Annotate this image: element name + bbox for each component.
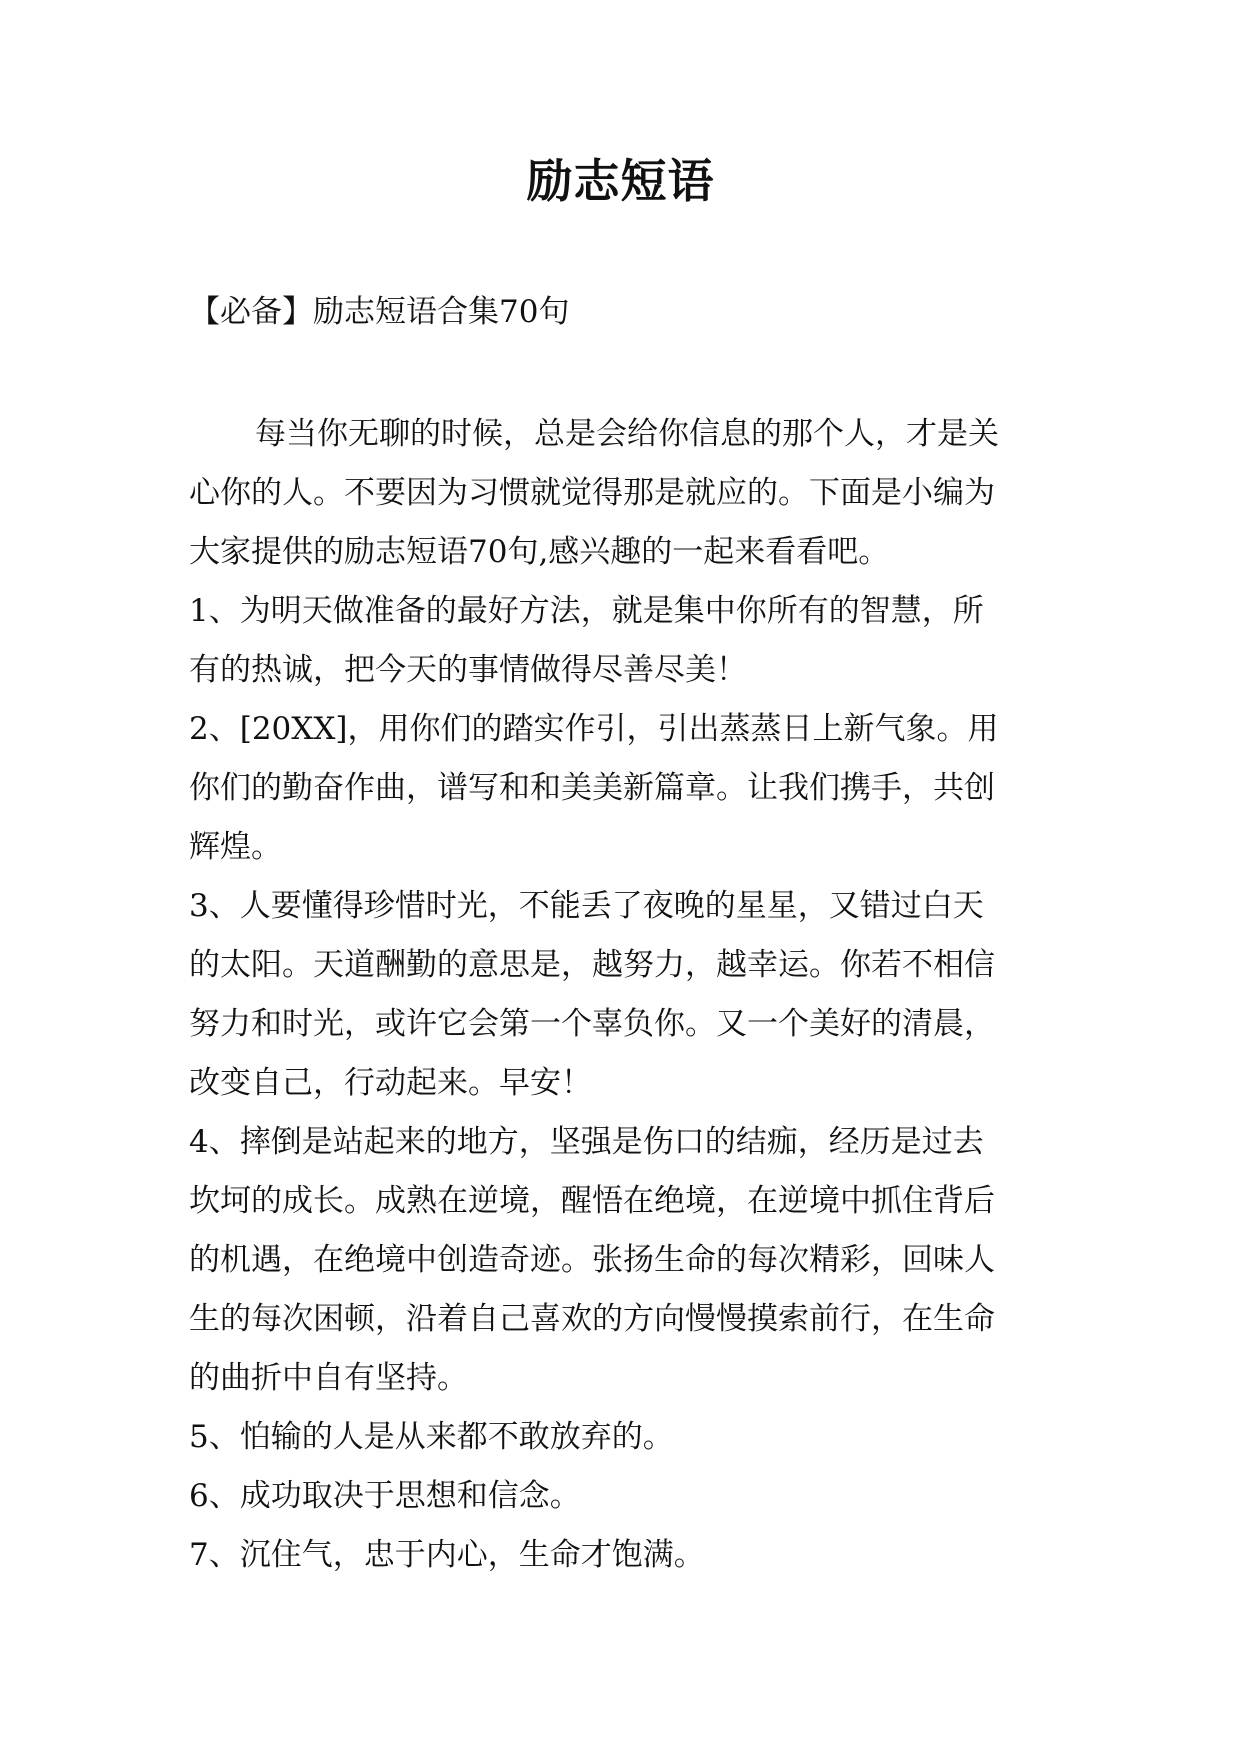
text-line: 生的每次困顿，沿着自己喜欢的方向慢慢摸索前行，在生命 — [189, 1301, 995, 1337]
text-line: 的曲折中自有坚持。 — [189, 1360, 468, 1396]
text-line: 有的热诚，把今天的事情做得尽善尽美！ — [189, 652, 747, 688]
text-line: 改变自己，行动起来。早安！ — [189, 1065, 592, 1101]
document-subtitle: 【必备】励志短语合集70句 — [189, 294, 570, 330]
text-line: 4、摔倒是站起来的地方，坚强是伤口的结痂，经历是过去 — [189, 1124, 984, 1160]
text-line: 2、[20XX]，用你们的踏实作引，引出蒸蒸日上新气象。用 — [189, 711, 999, 747]
list-item — [189, 582, 1069, 700]
list-item — [189, 1467, 1069, 1526]
text-line: 5、怕输的人是从来都不敢放弃的。 — [189, 1419, 674, 1455]
text-line: 6、成功取决于思想和信念。 — [189, 1478, 581, 1514]
text-line: 大家提供的励志短语70句,感兴趣的一起来看看吧。 — [189, 534, 890, 570]
text-line: 1、为明天做准备的最好方法，就是集中你所有的智慧，所 — [189, 593, 984, 629]
text-line: 努力和时光，或许它会第一个辜负你。又一个美好的清晨， — [189, 1006, 995, 1042]
text-line: 你们的勤奋作曲，谱写和和美美新篇章。让我们携手，共创 — [189, 770, 995, 806]
text-line: 每当你无聊的时候，总是会给你信息的那个人，才是关 — [255, 416, 999, 452]
intro-paragraph — [189, 405, 1069, 582]
list-item — [189, 1526, 1069, 1585]
text-line: 的太阳。天道酬勤的意思是，越努力，越幸运。你若不相信 — [189, 947, 995, 983]
text-line: 坎坷的成长。成熟在逆境，醒悟在绝境，在逆境中抓住背后 — [189, 1183, 995, 1219]
text-line: 心你的人。不要因为习惯就觉得那是就应的。下面是小编为 — [189, 475, 995, 511]
text-line: 3、人要懂得珍惜时光，不能丢了夜晚的星星，又错过白天 — [189, 888, 984, 924]
text-line: 的机遇，在绝境中创造奇迹。张扬生命的每次精彩，回味人 — [189, 1242, 995, 1278]
list-item — [189, 700, 1069, 877]
list-item — [189, 1113, 1069, 1408]
document-title: 励志短语 — [526, 154, 715, 208]
text-line: 辉煌。 — [189, 829, 282, 865]
text-line: 7、沉住气，忠于内心，生命才饱满。 — [189, 1537, 705, 1573]
document-body — [189, 405, 1069, 1585]
list-item — [189, 877, 1069, 1113]
list-item — [189, 1408, 1069, 1467]
